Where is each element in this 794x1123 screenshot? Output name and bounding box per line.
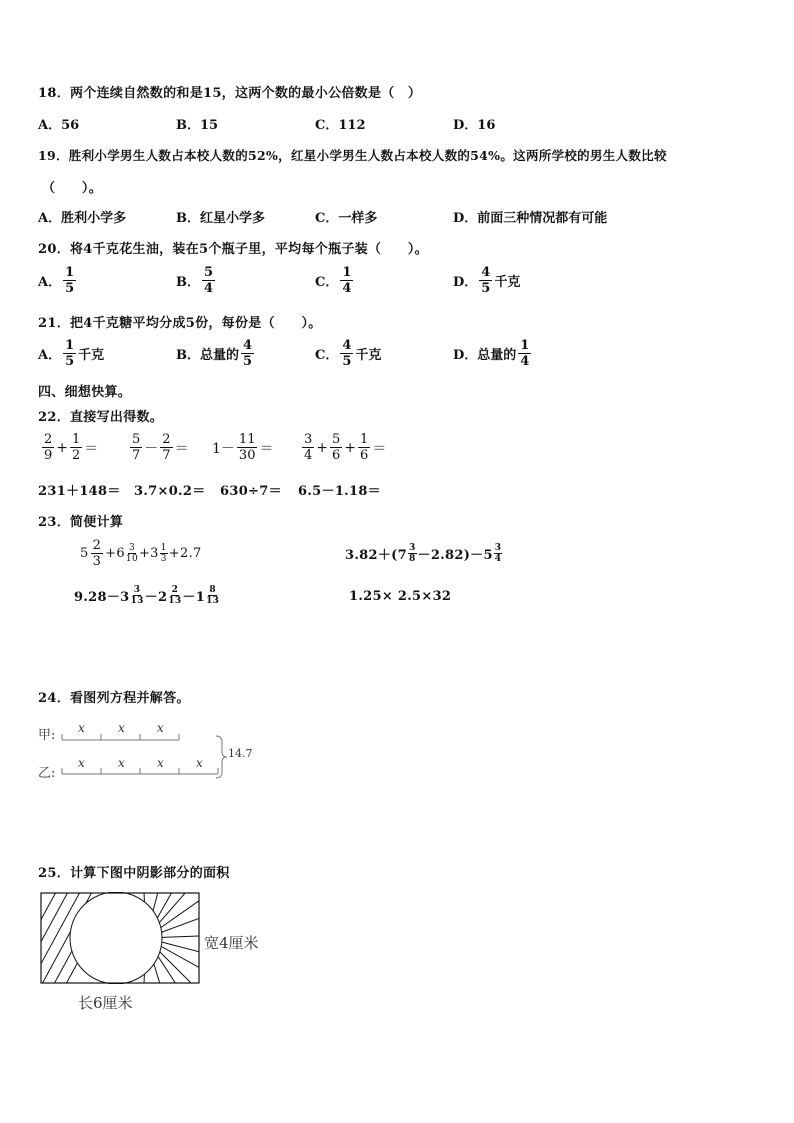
yi-label: 乙: — [38, 766, 56, 781]
fraction: $\frac{2}{3}$ — [92, 538, 102, 569]
segment-x: x — [118, 756, 125, 770]
fraction: $\frac{4}{5}$ — [342, 338, 352, 369]
q20-option-d: D． $\frac{4}{5}$ 千克 — [453, 265, 521, 296]
fraction: $\frac{1}{5}$ — [65, 265, 75, 296]
fraction: $\frac{1}{4}$ — [342, 265, 352, 296]
fraction: $\frac{5}{4}$ — [204, 265, 214, 296]
fraction: $\frac{1}{4}$ — [520, 338, 530, 369]
q23-expr-3: 9.28－3 3 13 －2 2 13 －1 8 13 — [74, 585, 220, 606]
q22-expr-4: $\frac{3}{4}$ + $\frac{5}{6}$ + $\frac{1}{6}$ ＝ — [304, 432, 387, 463]
total-label: 14.7 — [228, 747, 253, 760]
jia-label: 甲: — [38, 728, 56, 743]
segment-x: x — [157, 721, 164, 735]
width-label: 宽4厘米 — [204, 934, 259, 952]
fraction: $\frac{5}{7}$ — [132, 432, 141, 463]
q19-option-d: D．前面三种情况都有可能 — [453, 211, 608, 226]
q20-option-b: B． $\frac{5}{4}$ — [176, 265, 214, 296]
segment-x: x — [78, 756, 85, 770]
q20-stem: 20．将4千克花生油，装在5个瓶子里，平均每个瓶子装（ ）。 — [38, 242, 428, 257]
fraction: $\frac{4}{5}$ — [481, 265, 491, 296]
q18-option-a: A．56 — [38, 118, 80, 133]
q18-option-b: B．15 — [176, 118, 219, 133]
q22-expr-3: 1－ $\frac{11}{30}$ ＝ — [212, 432, 274, 463]
fraction: 8 13 — [206, 585, 220, 606]
fraction: 3 13 — [130, 585, 144, 606]
q20-option-a: A． $\frac{1}{5}$ — [38, 265, 75, 296]
q19-option-b: B．红星小学多 — [176, 211, 265, 226]
q19-option-a: A．胜利小学多 — [38, 211, 127, 226]
q19-stem: 19．胜利小学男生人数占本校人数的52%，红星小学男生人数占本校人数的54%。这两所学校的男生人数比较 — [38, 148, 667, 163]
fraction: $\frac{1}{5}$ — [65, 338, 75, 369]
q21-option-b: B． 总量的 $\frac{4}{5}$ — [176, 338, 253, 369]
fraction: $\frac{1}{6}$ — [360, 432, 369, 463]
q22-calc-1: 231＋148＝ — [38, 484, 121, 499]
shaded-figure — [40, 892, 200, 984]
q21-option-c: C． $\frac{4}{5}$ 千克 — [315, 338, 382, 369]
q18-option-c: C．112 — [315, 118, 366, 133]
section-title: 四、细想快算。 — [38, 385, 132, 400]
q18-option-d: D．16 — [453, 118, 496, 133]
q22-calc-2: 3.7×0.2＝ — [134, 484, 206, 499]
segment-x: x — [196, 756, 203, 770]
q22-calc-3: 630÷7＝ — [220, 484, 282, 499]
q18-stem: 18．两个连续自然数的和是15，这两个数的最小公倍数是（ ） — [38, 86, 422, 101]
q21-option-a: A． $\frac{1}{5}$ 千克 — [38, 338, 105, 369]
fraction: $\frac{1}{2}$ — [72, 432, 81, 463]
fraction: $\frac{3}{4}$ — [304, 432, 313, 463]
fraction: $\frac{2}{7}$ — [162, 432, 171, 463]
q19-stem-cont: （ ）。 — [42, 181, 103, 196]
segment-x: x — [157, 756, 164, 770]
q22-expr-2: $\frac{5}{7}$ － $\frac{2}{7}$ ＝ — [132, 432, 189, 463]
q22-stem: 22．直接写出得数。 — [38, 410, 164, 425]
fraction: $\frac{4}{5}$ — [243, 338, 253, 369]
q22-expr-1: $\frac{2}{9}$ + $\frac{1}{2}$ ＝ — [44, 432, 99, 463]
q23-expr-4: 1.25× 2.5×32 — [349, 589, 452, 604]
fraction: 1 3 — [160, 543, 167, 564]
segment-diagram — [38, 718, 268, 788]
q24-stem: 24．看图列方程并解答。 — [38, 691, 190, 706]
q19-option-c: C．一样多 — [315, 211, 378, 226]
fraction: 3 10 — [125, 543, 138, 564]
q25-stem: 25．计算下图中阴影部分的面积 — [38, 866, 230, 881]
q20-option-c: C． $\frac{1}{4}$ — [315, 265, 352, 296]
segment-x: x — [78, 721, 85, 735]
fraction: 2 13 — [168, 585, 182, 606]
q21-stem: 21．把4千克糖平均分成5份，每份是（ ）。 — [38, 316, 322, 331]
q23-expr-1: 5 $\frac{2}{3}$ +6 3 10 +3 1 3 +2.7 — [80, 538, 202, 569]
fraction: 3 8 — [408, 543, 416, 564]
q23-expr-2: 3.82＋(7 3 8 －2.82)－5 3 4 — [345, 543, 502, 564]
fraction: $\frac{11}{30}$ — [238, 432, 256, 463]
fraction: $\frac{5}{6}$ — [332, 432, 341, 463]
fraction: $\frac{2}{9}$ — [44, 432, 53, 463]
length-label: 长6厘米 — [78, 994, 133, 1012]
q23-stem: 23．简便计算 — [38, 515, 124, 530]
q21-option-d: D． 总量的 $\frac{1}{4}$ — [453, 338, 530, 369]
fraction: 3 4 — [494, 543, 502, 564]
segment-x: x — [118, 721, 125, 735]
q22-calc-4: 6.5－1.18＝ — [298, 484, 381, 499]
